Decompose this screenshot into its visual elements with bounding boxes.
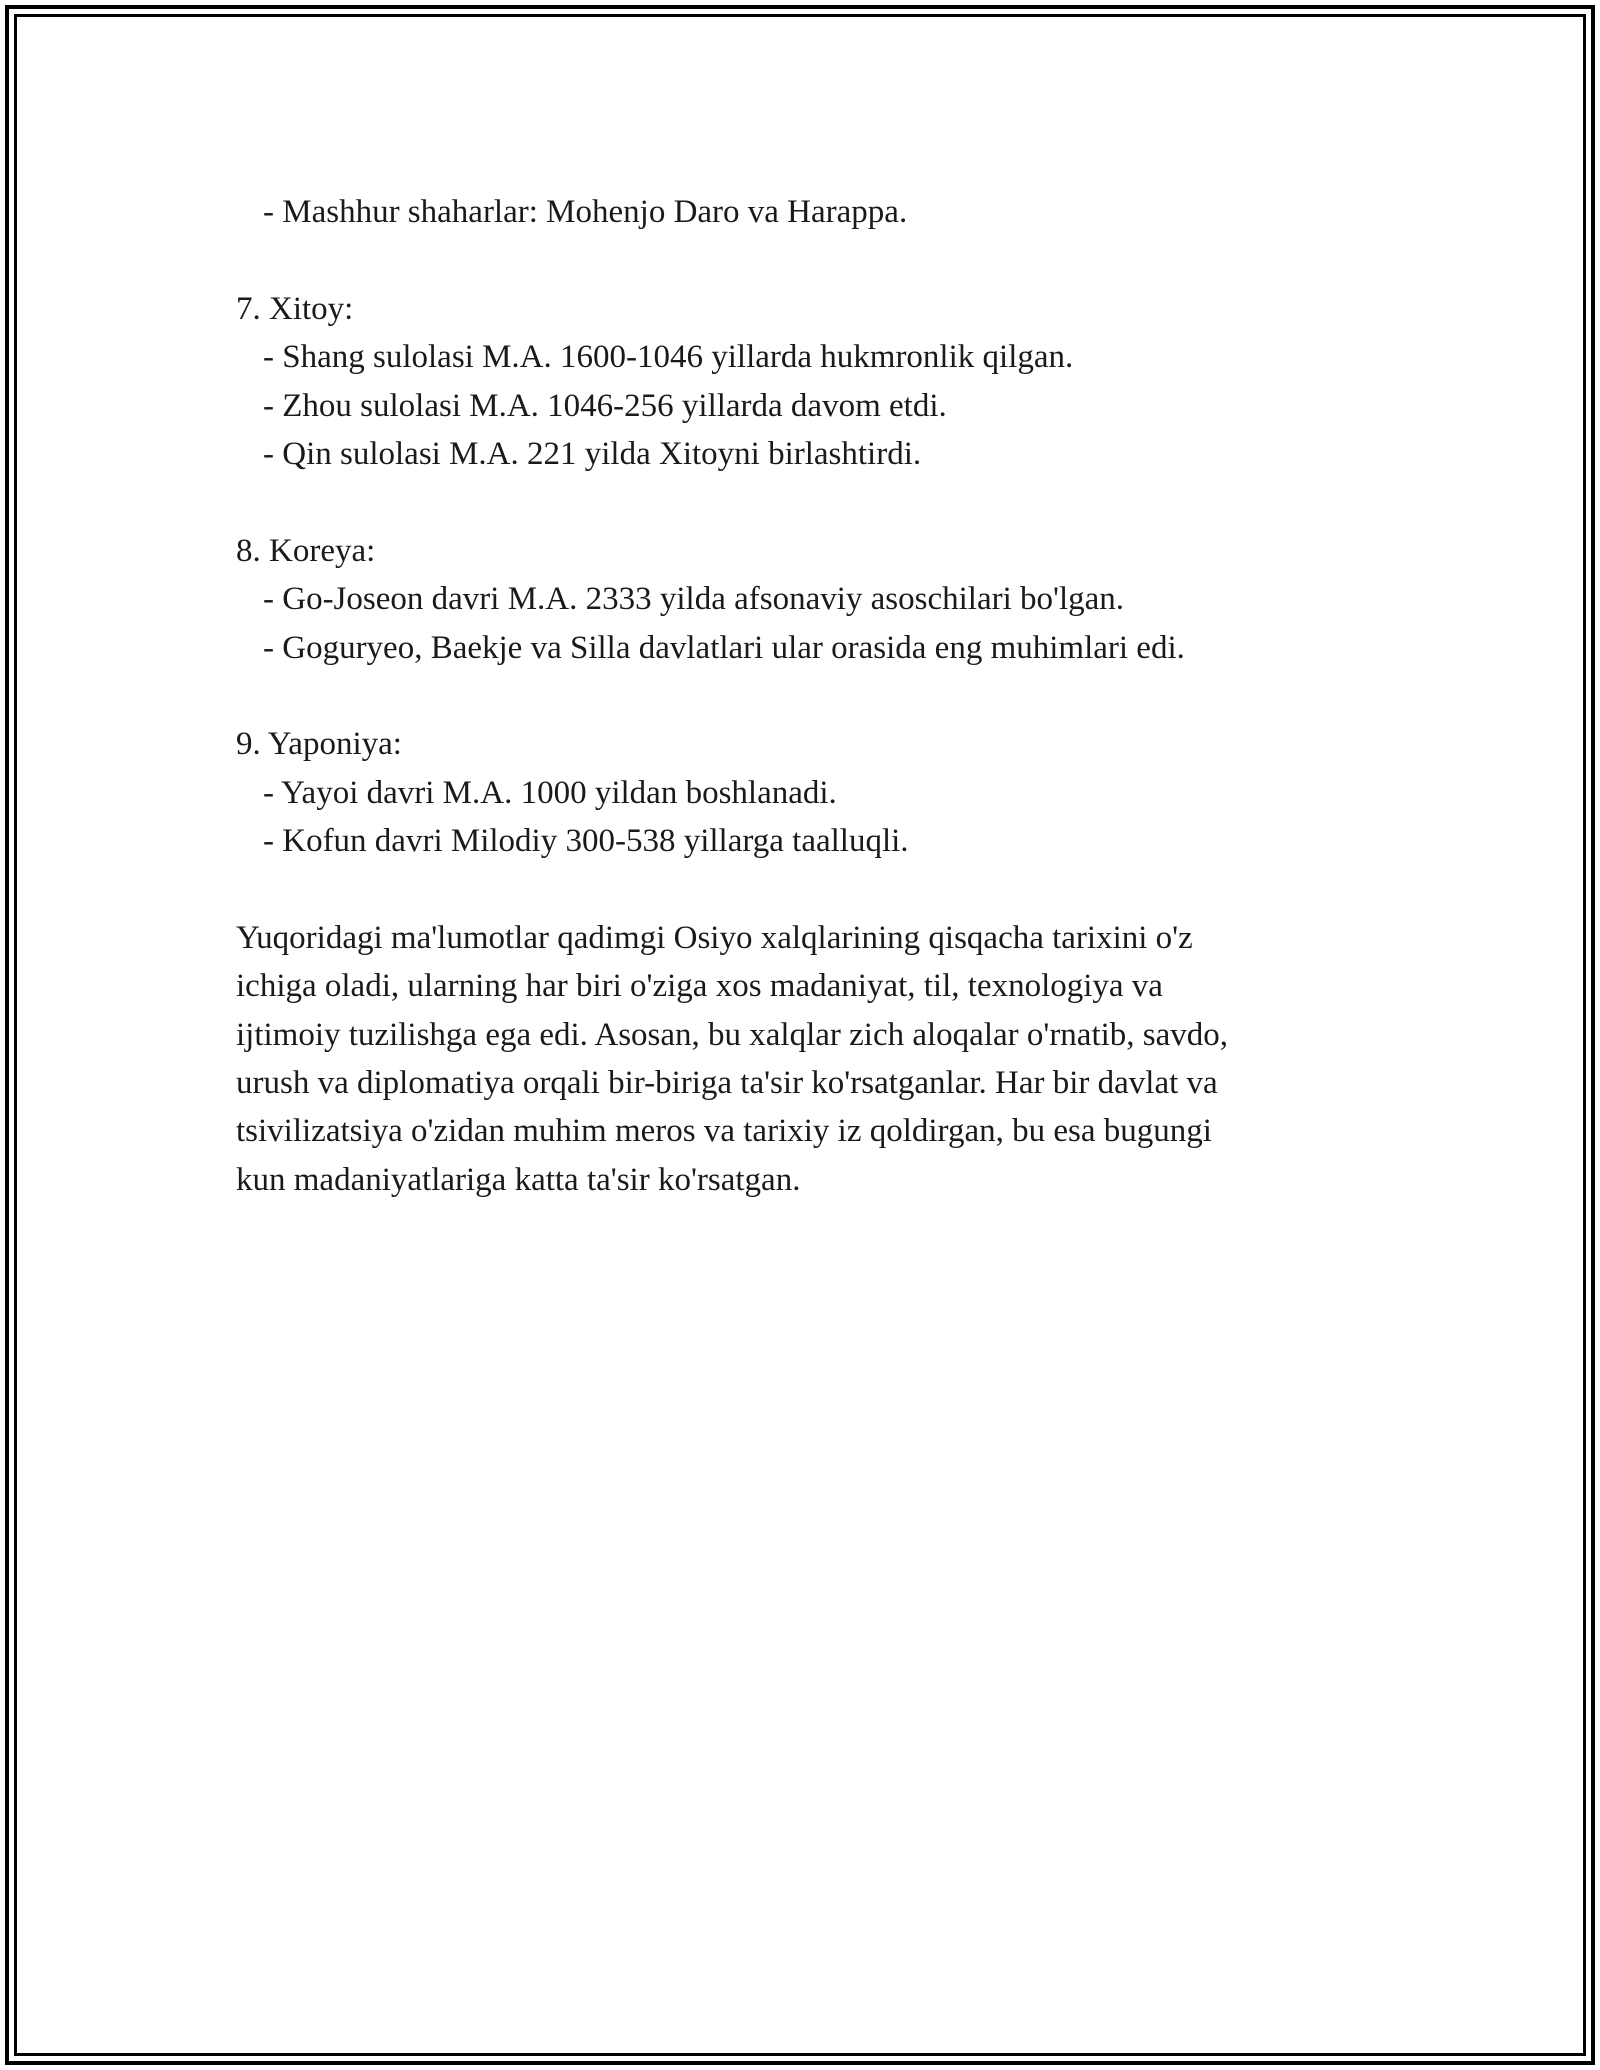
section-yaponiya — [236, 720, 1366, 865]
conclusion-paragraph — [236, 914, 1366, 1204]
spacer — [236, 865, 1366, 913]
list-item: - Zhou sulolasi M.A. 1046-256 yillarda davom etdi. — [263, 387, 947, 424]
section-heading: 9. Yaponiya: — [236, 726, 402, 763]
section-india-continuation — [236, 188, 1366, 236]
list-item: - Mashhur shaharlar: Mohenjo Daro va Harappa. — [263, 194, 908, 230]
spacer — [236, 672, 1366, 720]
paragraph-line: Yuqoridagi ma'lumotlar qadimgi Osiyo xalqlarining qisqacha tarixini o'z — [236, 919, 1193, 956]
paragraph-line: ichiga oladi, ularning har biri o'ziga xos madaniyat, til, texnologiya va — [236, 968, 1163, 1005]
section-koreya — [236, 527, 1366, 672]
list-item: - Qin sulolasi M.A. 221 yilda Xitoyni birlashtirdi. — [263, 435, 922, 472]
section-heading: 8. Koreya: — [236, 532, 376, 569]
paragraph-line: kun madaniyatlariga katta ta'sir ko'rsatgan. — [236, 1161, 801, 1198]
section-heading: 7. Xitoy: — [236, 290, 354, 327]
list-item: - Yayoi davri M.A. 1000 yildan boshlanadi. — [263, 774, 837, 811]
spacer — [236, 236, 1366, 284]
list-item: - Go-Joseon davri M.A. 2333 yilda afsonaviy asoschilari bo'lgan. — [263, 581, 1125, 618]
spacer — [236, 478, 1366, 526]
paragraph-line: ijtimoiy tuzilishga ega edi. Asosan, bu xalqlar zich aloqalar o'rnatib, savdo, — [236, 1016, 1229, 1053]
list-item: - Shang sulolasi M.A. 1600-1046 yillarda hukmronlik qilgan. — [263, 339, 1074, 376]
list-item: - Goguryeo, Baekje va Silla davlatlari ular orasida eng muhimlari edi. — [263, 629, 1185, 666]
document-body — [236, 188, 1366, 1204]
section-xitoy — [236, 285, 1366, 479]
paragraph-line: urush va diplomatiya orqali bir-biriga ta'sir ko'rsatganlar. Har bir davlat va — [236, 1065, 1218, 1102]
list-item: - Kofun davri Milodiy 300-538 yillarga taalluqli. — [263, 823, 909, 860]
paragraph-line: tsivilizatsiya o'zidan muhim meros va tarixiy iz qoldirgan, bu esa bugungi — [236, 1113, 1212, 1150]
